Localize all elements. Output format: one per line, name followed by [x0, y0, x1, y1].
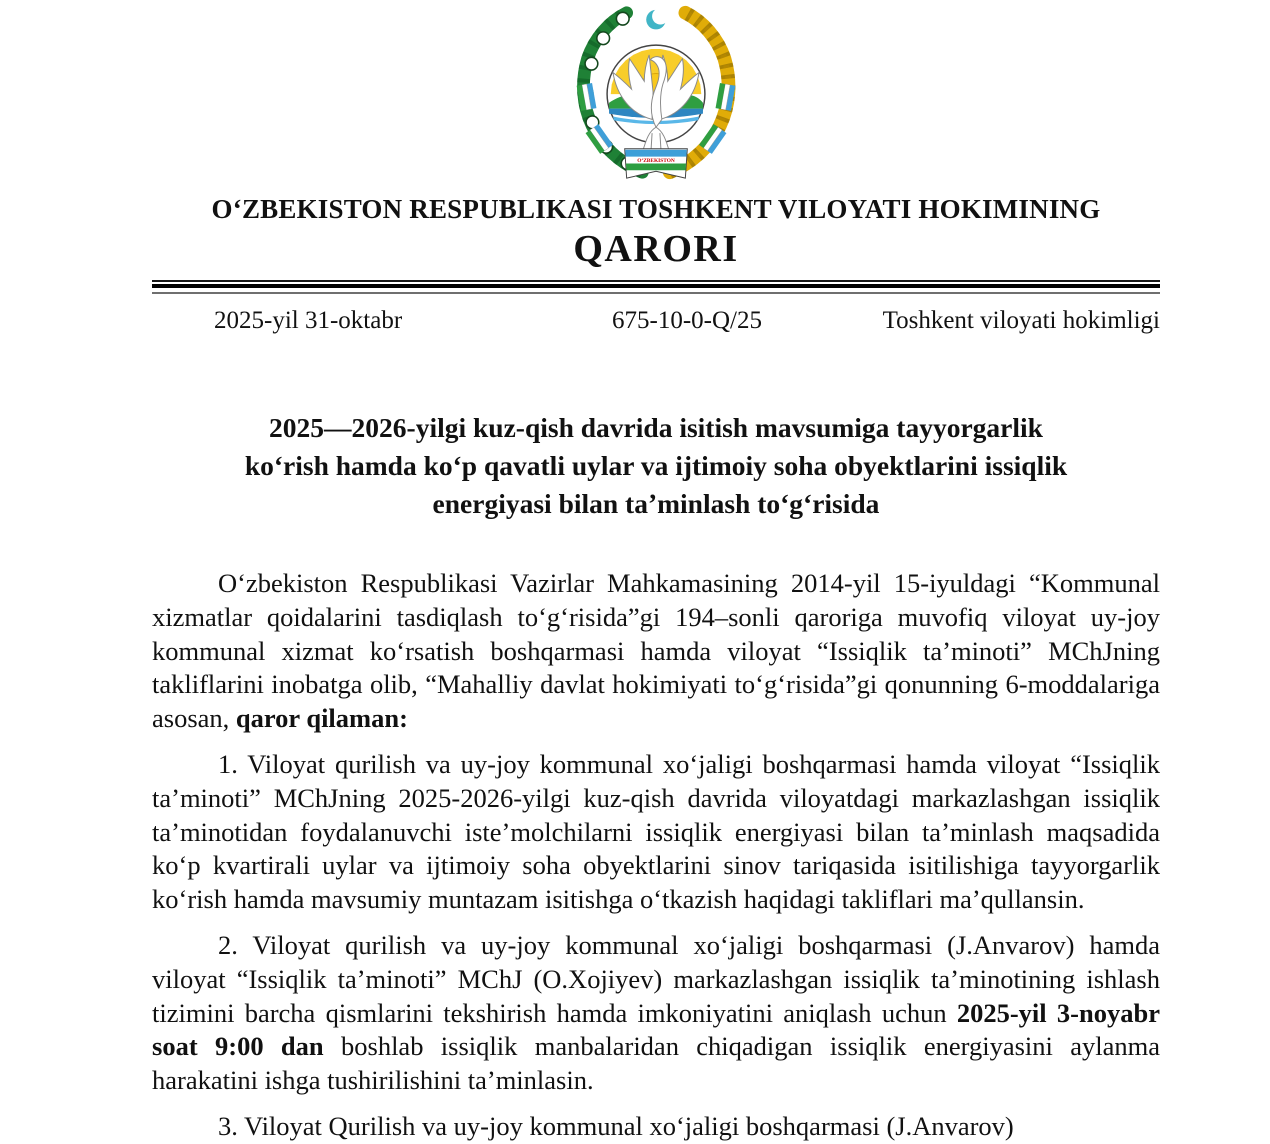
decree-item-1: 1. Viloyat qurilish va uy-joy kommunal xoʻjaligi boshqarmasi hamda viloyat “Issiqlik taʼminoti” MChJning 2025-2026-yilgi kuz-qish davrida viloyatdagi markazlashgan issiqlik taʼminotidan foydalanuvchi isteʼmolchilarni issiqlik energiyasi bilan taʼminlash maqsadida koʻp kvartirali uylar va ijtimoiy soha obyektlarini sinov tariqasida isitilishiga tayyorgarlik koʻrish hamda mavsumiy muntazam isitishga oʻtkazish haqidagi takliflari maʼqullansin.: [152, 748, 1160, 915]
preamble-text: Oʻzbekiston Respublikasi Vazirlar Mahkamasining 2014-yil 15-iyuldagi “Kommunal xizmatlar qoidalarini tasdiqlash toʻgʻrisida”gi 194–sonli qaroriga muvofiq viloyat uy-joy kommunal xizmat koʻrsatish boshqarmasi hamda viloyat “Issiqlik taʼminoti” MChJning takliflarini inobatga olib, “Mahalliy davlat hokimiyati toʻgʻrisida”gi qonunning 6-moddalariga asosan,: [152, 568, 1160, 734]
item2-suffix: boshlab issiqlik manbalaridan chiqadigan issiqlik energiyasini aylanma harakatini ishga tushirilishini taʼminlasin.: [152, 1031, 1160, 1096]
header-divider: [152, 280, 1160, 294]
crescent-icon: [643, 6, 668, 31]
divider-line-gray: [152, 292, 1160, 294]
preamble-resolution-phrase: qaror qilaman:: [235, 703, 408, 734]
document-number: 675-10-0-Q/25: [612, 307, 762, 334]
document-meta-row: [152, 307, 1160, 335]
decree-document: [152, 0, 1160, 1144]
decree-title-line-2: koʻrish hamda koʻp qavatli uylar va ijtimoiy soha obyektlarini issiqlik: [244, 450, 1068, 481]
decree-body: [152, 567, 1160, 1144]
document-issuer: Toshkent viloyati hokimligi: [882, 307, 1160, 334]
decree-title-line-1: 2025—2026-yilgi kuz-qish davrida isitish mavsumiga tayyorgarlik: [269, 412, 1043, 443]
preamble-paragraph: [152, 567, 1160, 736]
item2-deadline: 2025-yil 3-noyabr soat 9:00 dan: [152, 997, 1160, 1062]
decree-title-line-3: energiyasi bilan taʼminlash toʻgʻrisida: [432, 488, 880, 519]
document-date: 2025-yil 31-oktabr: [214, 307, 403, 334]
decree-item-3: 3. Viloyat Qurilish va uy-joy kommunal xoʻjaligi boshqarmasi (J.Anvarov): [218, 1110, 1014, 1141]
banner-text: OʻZBEKISTON: [637, 157, 675, 164]
uzbekistan-emblem-icon: [558, 4, 754, 184]
decree-title: [152, 409, 1160, 523]
banner-ribbon: [625, 149, 688, 178]
item2-prefix: 2. Viloyat qurilish va uy-joy kommunal xoʻjaligi boshqarmasi (J.Anvarov) hamda viloyat “Issiqlik taʼminoti” MChJ (O.Xojiyev) markazlashgan issiqlik taʼminotining ishlash tizimini barcha qismlarini tekshirish hamda imkoniyatini aniqlash uchun: [152, 929, 1160, 1028]
authority-line: OʻZBEKISTON RESPUBLIKASI TOSHKENT VILOYATI HOKIMINING: [211, 194, 1101, 224]
emblem-container: [152, 0, 1160, 184]
document-type-title: QARORI: [573, 228, 739, 270]
decree-item-2: [152, 929, 1160, 1098]
